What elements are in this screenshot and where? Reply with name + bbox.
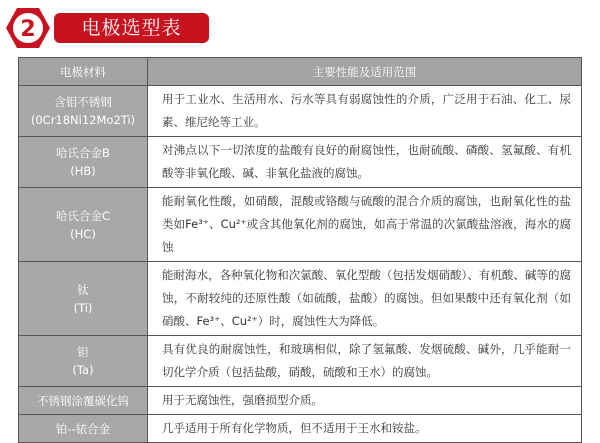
table-row <box>19 415 582 443</box>
material-name: 哈氏合金B <box>56 146 110 160</box>
description-cell: 能耐海水，各种氧化物和次氯酸、氧化型酸（包括发烟硝酸）、有机酸、碱等的腐蚀，不耐较纯的还原性酸（如硫酸，盐酸）的腐蚀。但如果酸中还有氧化剂（如硝酸、Fe³⁺、Cu²⁺）时，腐蚀性大为降低。 <box>148 262 582 336</box>
description-cell: 对沸点以下一切浓度的盐酸有良好的耐腐蚀性，也耐硫酸、磷酸、氢氟酸、有机酸等非氧化酸、碱、非氧化盐液的腐蚀。 <box>148 137 582 188</box>
material-cell <box>19 137 148 188</box>
table-row <box>19 387 582 415</box>
material-cell <box>19 188 148 262</box>
description-cell: 用于无腐蚀性，强磨损型介质。 <box>148 387 582 415</box>
table-row <box>19 262 582 336</box>
description-cell: 几乎适用于所有化学物质，但不适用于王水和铵盐。 <box>148 415 582 443</box>
description-cell: 用于工业水、生活用水、污水等具有弱腐蚀性的介质，广泛用于石油、化工、尿素、维尼纶等工业。 <box>148 86 582 137</box>
description-cell: 具有优良的耐腐蚀性，和玻璃相似，除了氢氟酸、发烟硫酸、碱外，几乎能耐一切化学介质（包括盐酸，硝酸，硫酸和王水）的腐蚀。 <box>148 336 582 387</box>
material-name: 钽 <box>77 345 89 359</box>
table-row <box>19 137 582 188</box>
material-cell <box>19 262 148 336</box>
material-code: (0Cr18Ni12Mo2Ti) <box>30 113 136 127</box>
material-code: (HB) <box>70 164 96 178</box>
table-header-row <box>19 58 582 86</box>
header-material: 电极材料 <box>19 58 148 86</box>
material-code: (HC) <box>70 226 96 241</box>
material-cell <box>19 336 148 387</box>
material-name: 哈氏合金C <box>55 208 111 223</box>
material-cell <box>19 86 148 137</box>
material-cell: 不锈钢涂覆碳化钨 <box>19 387 148 415</box>
material-code: (Ti) <box>73 300 93 315</box>
description-cell: 能耐氧化性酸，如硝酸，混酸或铬酸与硫酸的混合介质的腐蚀，也耐氧化性的盐类如Fe³⁺、Cu²⁺或含其他氧化剂的腐蚀，如高于常温的次氯酸盐溶液，海水的腐蚀 <box>148 188 582 262</box>
section-title: 电极选型表 <box>54 13 209 43</box>
section-number: 2 <box>20 17 36 42</box>
material-cell: 铂--铱合金 <box>19 415 148 443</box>
electrode-selection-table <box>18 57 582 443</box>
table-row <box>19 188 582 262</box>
material-name: 含钼不锈钢 <box>54 95 112 109</box>
hexagon-number-badge <box>6 7 50 49</box>
table-row <box>19 336 582 387</box>
table-row <box>19 86 582 137</box>
material-name: 钛 <box>77 282 89 297</box>
material-code: (Ta) <box>72 363 94 377</box>
header-description: 主要性能及适用范围 <box>148 58 582 86</box>
